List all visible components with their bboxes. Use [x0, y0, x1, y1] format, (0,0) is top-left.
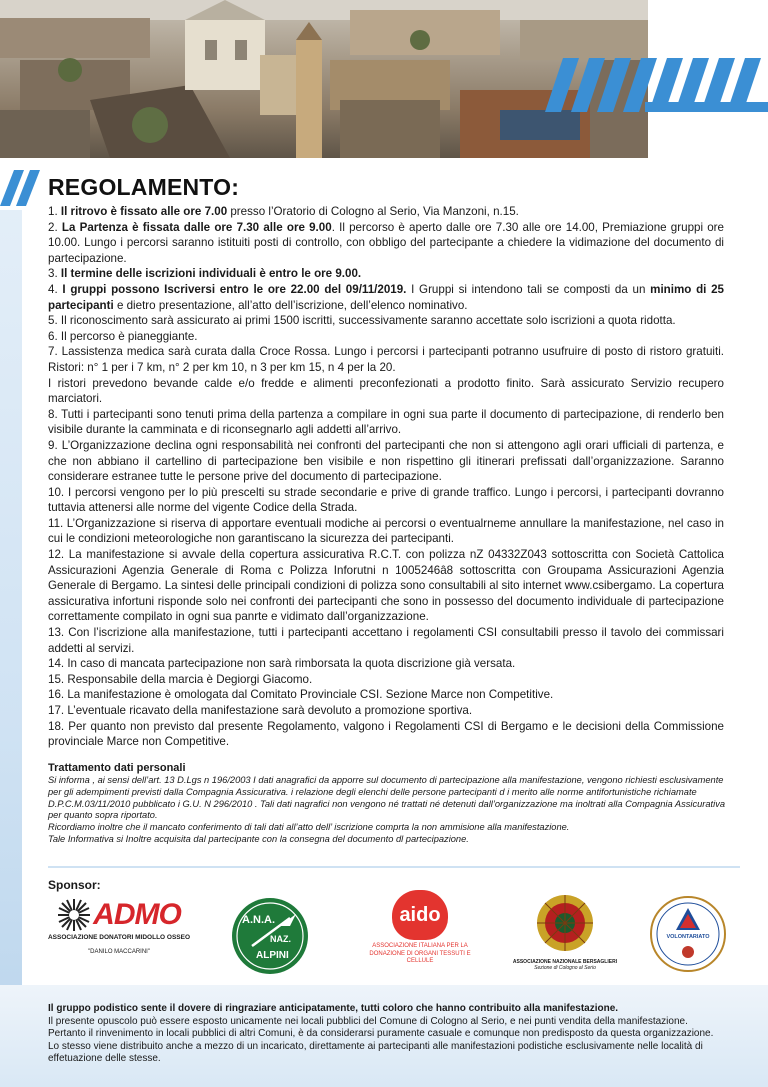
sponsor-label: Sponsor: — [48, 878, 101, 892]
section-divider — [48, 866, 740, 868]
sponsor-admo[interactable] — [44, 898, 194, 955]
rule-text: 18. Per quanto non previsto dal presente Regolamento, valgono i Regolamenti CSI di Bergamo e le decisioni della Commissione provinciale Marce non Competitive. — [48, 719, 724, 749]
left-sidebar-band — [0, 210, 22, 1087]
rule-text-bold: I gruppi possono Iscriversi entro le ore 22.00 del 09/11/2019. — [62, 282, 407, 296]
rule-text: 6. Il percorso è pianeggiante. — [48, 329, 198, 343]
rule-item — [48, 407, 724, 438]
rule-text: 11. L’Organizzazione si riserva di apportare eventuali modiche ai percorsi o eventualrneme annullare la manifestazione, nel caso in cui le condizioni meteorologiche non garantiscano la sicurezza dei partecipanti. — [48, 516, 724, 546]
rule-item — [48, 672, 724, 688]
rule-text: 15. Responsabile della marcia è Degiorgi Giacomo. — [48, 672, 313, 686]
rule-item — [48, 204, 724, 220]
privacy-line: Tale Informativa si Inoltre acquisita dal partecipante con la consegna del documento dl partecipazione. — [48, 833, 469, 844]
rule-text: 4. — [48, 282, 63, 296]
rule-item — [48, 656, 724, 672]
rule-text: 8. Tutti i partecipanti sono tenuti prima della partenza a compilare in ogni sua parte il documento di partecipazione, di renderlo ben visibile durante la camminata e di riconsegnarlo agli addetti all’arrivo. — [48, 407, 724, 437]
rule-text: 5. Il riconoscimento sarà assicurato ai primi 1500 iscritti, successivamente saranno accettate solo iscrizioni a quota ridotta. — [48, 314, 676, 328]
rule-item — [48, 220, 724, 267]
rules-list — [48, 204, 724, 750]
rule-text: 13. Con l’iscrizione alla manifestazione, tutti i partecipanti accettano i regolamenti CSI consultabili presso il tavolo dei commissari addetti al servizi. — [48, 626, 724, 655]
rule-item — [48, 703, 724, 719]
rule-item — [48, 719, 724, 750]
admo-subtitle: ASSOCIAZIONE DONATORI MIDOLLO OSSEO — [47, 934, 191, 941]
rule-item — [48, 344, 724, 375]
sponsor-bersaglieri[interactable] — [510, 892, 620, 971]
rule-item — [48, 485, 724, 516]
footer-note: Il presente opuscolo può essere esposto unicamente nei locali pubblici del Comune di Cologno al Serio, e nei punti vendita della manifestazione. Pertanto il rinvenimento in locali pubblici di altri Comuni, è da considerarsi puramente casuale e comunque non predisposto da questa organizzazione. Lo stesso viene distribuito anche a mezzo di un incaricato, direttamente ai partecipanti alle manifestazioni podistiche esclusivamente nelle località di effetuazione delle stesse. — [48, 1015, 714, 1065]
rule-text: e dietro presentazione, all’atto dell’iscrizione, dell’elenco nominativo. — [113, 298, 468, 312]
bersaglieri-plume-icon — [534, 892, 596, 954]
rule-text-bold: Il ritrovo è fissato alle ore 7.00 — [60, 205, 228, 218]
admo-burst-icon — [57, 898, 91, 932]
rule-text: I Gruppi si intendono tali se composti da un — [406, 282, 651, 296]
rule-text: 3. — [48, 267, 61, 281]
blue-stripes-decoration — [545, 58, 768, 112]
rule-item — [48, 625, 724, 656]
rule-text-bold: La Partenza è fissata dalle ore 7.30 alle ore 9.00 — [61, 220, 332, 234]
aido-heart-shape — [392, 890, 448, 940]
rule-item — [48, 266, 724, 282]
rule-text-bold: Il termine delle iscrizioni individuali è entro le ore 9.00. — [60, 267, 362, 281]
rule-item — [48, 516, 724, 547]
admo-logo-text: ADMO — [93, 898, 181, 931]
rule-text: 10. I percorsi vengono per lo più prescelti su strade secondarie e prive di grande traffico. Lungo i percorsi, i partecipanti dovranno tuttavia attenersi alle norme del vigente Codice della Strada. — [48, 485, 724, 515]
rule-item — [48, 282, 724, 313]
alpini-bottom-text: ALPINI — [256, 950, 289, 961]
page-title: REGOLAMENTO: — [48, 174, 240, 200]
privacy-section — [48, 762, 728, 846]
rule-text: . Il percorso è aperto dalle ore 7.30 alle ore 14.00, Premiazione gruppi ore 10.00. Lungo i percorsi saranno istituiti posti di controllo, con obbligo del partecipante a chiedere la vidimazione del documento di partecipazione. — [48, 220, 724, 265]
privacy-title: Trattamento dati personali — [48, 762, 186, 774]
rule-text: 2. — [48, 220, 62, 234]
sponsor-volontariato[interactable] — [648, 894, 728, 974]
footer-thanks: Il gruppo podistico sente il dovere di ringraziare anticipatamente, tutti coloro che hanno contribuito alla manifestazione. — [48, 1003, 619, 1014]
volontariato-text: VOLONTARIATO — [666, 934, 710, 940]
aido-subtitle: ASSOCIAZIONE ITALIANA PER LA DONAZIONE DI ORGANI TESSUTI E CELLULE — [369, 943, 471, 964]
rule-text: presso l’Oratorio di Cologno al Serio, Via Manzoni, n.15. — [227, 205, 519, 218]
rule-text: I ristori prevedono bevande calde e/o fredde e alimenti preconfezionati a prodotto finito. Sarà assicurato Servizio recupero marciatori. — [48, 376, 724, 406]
footer-text — [48, 1003, 724, 1066]
rule-item — [48, 376, 724, 407]
title-stripes-decoration — [0, 170, 42, 206]
rule-text: 7. Lassistenza medica sarà curata dalla Croce Rossa. Lungo i percorsi i partecipanti potranno usufruire di posto di ristoro gratuiti. Ristori: n° 1 per i 7 km, n° 2 per km 10, n 3 per km 15, n 4 per la 20. — [48, 345, 724, 374]
rule-item — [48, 687, 724, 703]
bersaglieri-subtitle: ASSOCIAZIONE NAZIONALE BERSAGLIERI — [512, 959, 618, 965]
rule-item — [48, 547, 724, 625]
rule-text: 12. La manifestazione si avvale della copertura assicurativa R.C.T. con polizza nZ 04332Z043 sottoscritta con Società Cattolica Assicurazioni Agenzia Generale di Roma c Polizza Inforutni n 1005246â8 sottoscritta con Groupama Assicurazioni Agenzia Generale di Bergamo. La sintesi delle principali condizioni di polizza sono consultabili al sito internet www.csibergamo. La copertura assicurativa infortuni risponde solo nei confronti dei partecipanti che sono in possesso del documento individuale di partecipazione correttamente compilato in ogni sua panrte e vidimato dall’organizzazione. — [48, 548, 724, 624]
aido-logo-text: aido — [399, 903, 441, 926]
alpini-top-text: A.N.A. — [242, 914, 275, 926]
rule-item — [48, 329, 724, 345]
admo-note: "DANILO MACCARINI" — [88, 949, 150, 955]
privacy-line: Si informa , ai sensi dell’art. 13 D.Lgs n 196/2003 I dati anagrafici da apporre sul documento di partecipazione alla manifestazione, vengono richiesti esclusivamente per gli adempimenti previsti dalla Compagnia Assicurativa. i relazione degli elenchi delle persone partecipanti d i merito alle norme antifortunistiche richiamate D.P.C.M.03/11/2010 pubblicato i G.U. N 296/2010 . Tali dati nagrafici non vengono né trattati né detenuti dall’organizzazione ma inoltrati alla Compagnia Assicurativa per quanto sopra riportato. — [48, 775, 726, 821]
rule-text: 17. L’eventuale ricavato della manifestazione sarà devoluto a promozione sportiva. — [48, 704, 473, 717]
rule-text: 9. L’Organizzazione declina ogni responsabilità nei confronti del partecipanti che non si attengono agli orari ufficiali di partenza, e che non abbiano il cartellino di partecipazione ben visibile e non rispettino gli itinerari prefissati dall’organizzazione. Saranno considerare estranee tutte le persone prive del documento di partecipazione. — [48, 438, 724, 484]
rule-item — [48, 313, 724, 329]
rule-text: 14. In caso di mancata partecipazione non sarà rimborsata la quota discrizione già versata. — [48, 657, 516, 671]
sponsor-alpini[interactable] — [230, 896, 310, 976]
rule-text: 1. — [48, 205, 61, 218]
privacy-line: Ricordiamo inoltre che il mancato conferimento di tali dati all’atto dell’ iscrizione comprta la non ammisione alla manifestazione. — [48, 822, 570, 833]
bersaglieri-note: Sezione di Cologno al Serio — [534, 965, 596, 971]
rule-item — [48, 438, 724, 485]
rule-text-bold: minimo di 25 partecipanti — [48, 282, 724, 312]
alpini-mid-text: NAZ. — [270, 934, 291, 944]
sponsors-row — [40, 890, 740, 980]
sponsor-aido[interactable] — [365, 890, 475, 966]
rule-text: 16. La manifestazione è omologata dal Comitato Provinciale CSI. Sezione Marce non Competitive. — [48, 688, 554, 702]
